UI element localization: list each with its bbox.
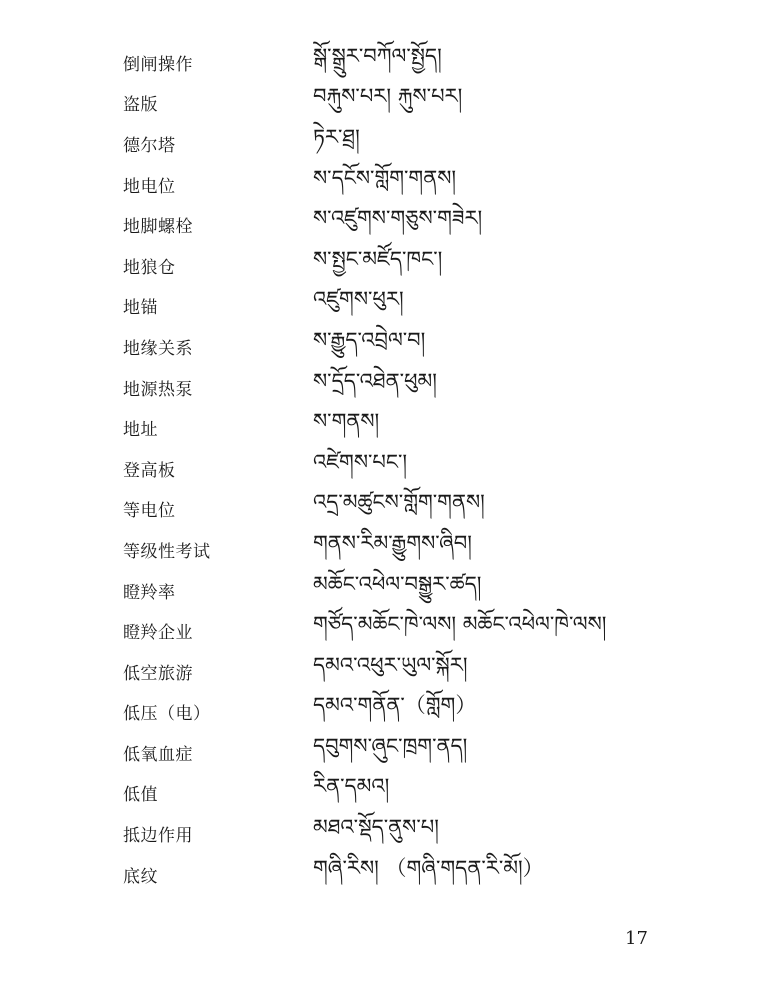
chinese-term: 德尔塔 bbox=[123, 135, 176, 156]
chinese-term: 抵边作用 bbox=[123, 826, 193, 847]
tibetan-term: ས་གནས། bbox=[313, 409, 380, 434]
tibetan-term: མཐའ་སྡོད་ནུས་པ། bbox=[313, 815, 439, 840]
tibetan-term: འདྲ་མཚུངས་གློག་གནས། bbox=[313, 490, 485, 515]
chinese-term: 瞪羚率 bbox=[123, 582, 176, 603]
chinese-term: 地锚 bbox=[123, 298, 158, 319]
tibetan-term: ས་དྲོད་འཐེན་ཕུམ། bbox=[313, 368, 437, 393]
tibetan-term: ཏེར་ཐྲ། bbox=[313, 124, 360, 149]
glossary-entry bbox=[0, 854, 760, 895]
chinese-term: 低压（电） bbox=[123, 704, 211, 725]
chinese-term: 地电位 bbox=[123, 176, 176, 197]
chinese-term: 低氧血症 bbox=[123, 744, 193, 765]
chinese-term: 低值 bbox=[123, 785, 158, 806]
tibetan-term: འཛེགས་པང་། bbox=[313, 449, 408, 474]
tibetan-term: ས་དངོས་གློག་གནས། bbox=[313, 165, 457, 190]
chinese-term: 底纹 bbox=[123, 866, 158, 887]
glossary-entry bbox=[0, 367, 760, 408]
chinese-term: 地源热泵 bbox=[123, 379, 193, 400]
chinese-term: 等级性考试 bbox=[123, 541, 211, 562]
chinese-term: 地狼仓 bbox=[123, 257, 176, 278]
tibetan-term: དབུགས་ཞུང་ཁྲག་ནད། bbox=[313, 733, 468, 758]
chinese-term: 地脚螺栓 bbox=[123, 217, 193, 238]
tibetan-term: ས་འཛུགས་གཅུས་གཟེར། bbox=[313, 206, 483, 231]
chinese-term: 地址 bbox=[123, 420, 158, 441]
tibetan-term: རིན་དམའ། bbox=[313, 774, 390, 799]
tibetan-term: མཆོང་འཕེལ་བསྒྱུར་ཚད། bbox=[313, 571, 482, 596]
tibetan-term: གནས་རིམ་རྒྱུགས་ཞིབ། bbox=[313, 530, 472, 555]
tibetan-term: འཛུགས་ཕུར། bbox=[313, 287, 404, 312]
tibetan-term: ས་རྒྱུད་འབྲེལ་བ། bbox=[313, 327, 426, 352]
chinese-term: 低空旅游 bbox=[123, 663, 193, 684]
tibetan-term: དམའ་གནོན་（གློག） bbox=[313, 693, 477, 718]
chinese-term: 盗版 bbox=[123, 95, 158, 116]
tibetan-term: སྒོ་སྒྲུར་བཀོལ་སྤྱོད། bbox=[313, 43, 442, 68]
tibetan-term: ས་སྤྱང་མཛོད་ཁང་། bbox=[313, 246, 443, 271]
tibetan-term: བརྐུས་པར། རྐུས་པར། bbox=[313, 84, 463, 109]
chinese-term: 等电位 bbox=[123, 501, 176, 522]
tibetan-term: གཞི་རིས། （གཞི་གདན་རི་མོ།） bbox=[313, 855, 544, 880]
glossary-entry bbox=[0, 83, 760, 124]
chinese-term: 登高板 bbox=[123, 460, 176, 481]
chinese-term: 地缘关系 bbox=[123, 338, 193, 359]
glossary-list bbox=[0, 42, 760, 894]
tibetan-term: གཙོད་མཆོང་ཁེ་ལས། མཆོང་འཕེལ་ཁེ་ལས། bbox=[313, 612, 607, 637]
tibetan-term: དམའ་འཕུར་ཡུལ་སྐོར། bbox=[313, 652, 468, 677]
chinese-term: 瞪羚企业 bbox=[123, 623, 193, 644]
chinese-term: 倒闸操作 bbox=[123, 54, 193, 75]
page-number: 17 bbox=[625, 928, 648, 949]
